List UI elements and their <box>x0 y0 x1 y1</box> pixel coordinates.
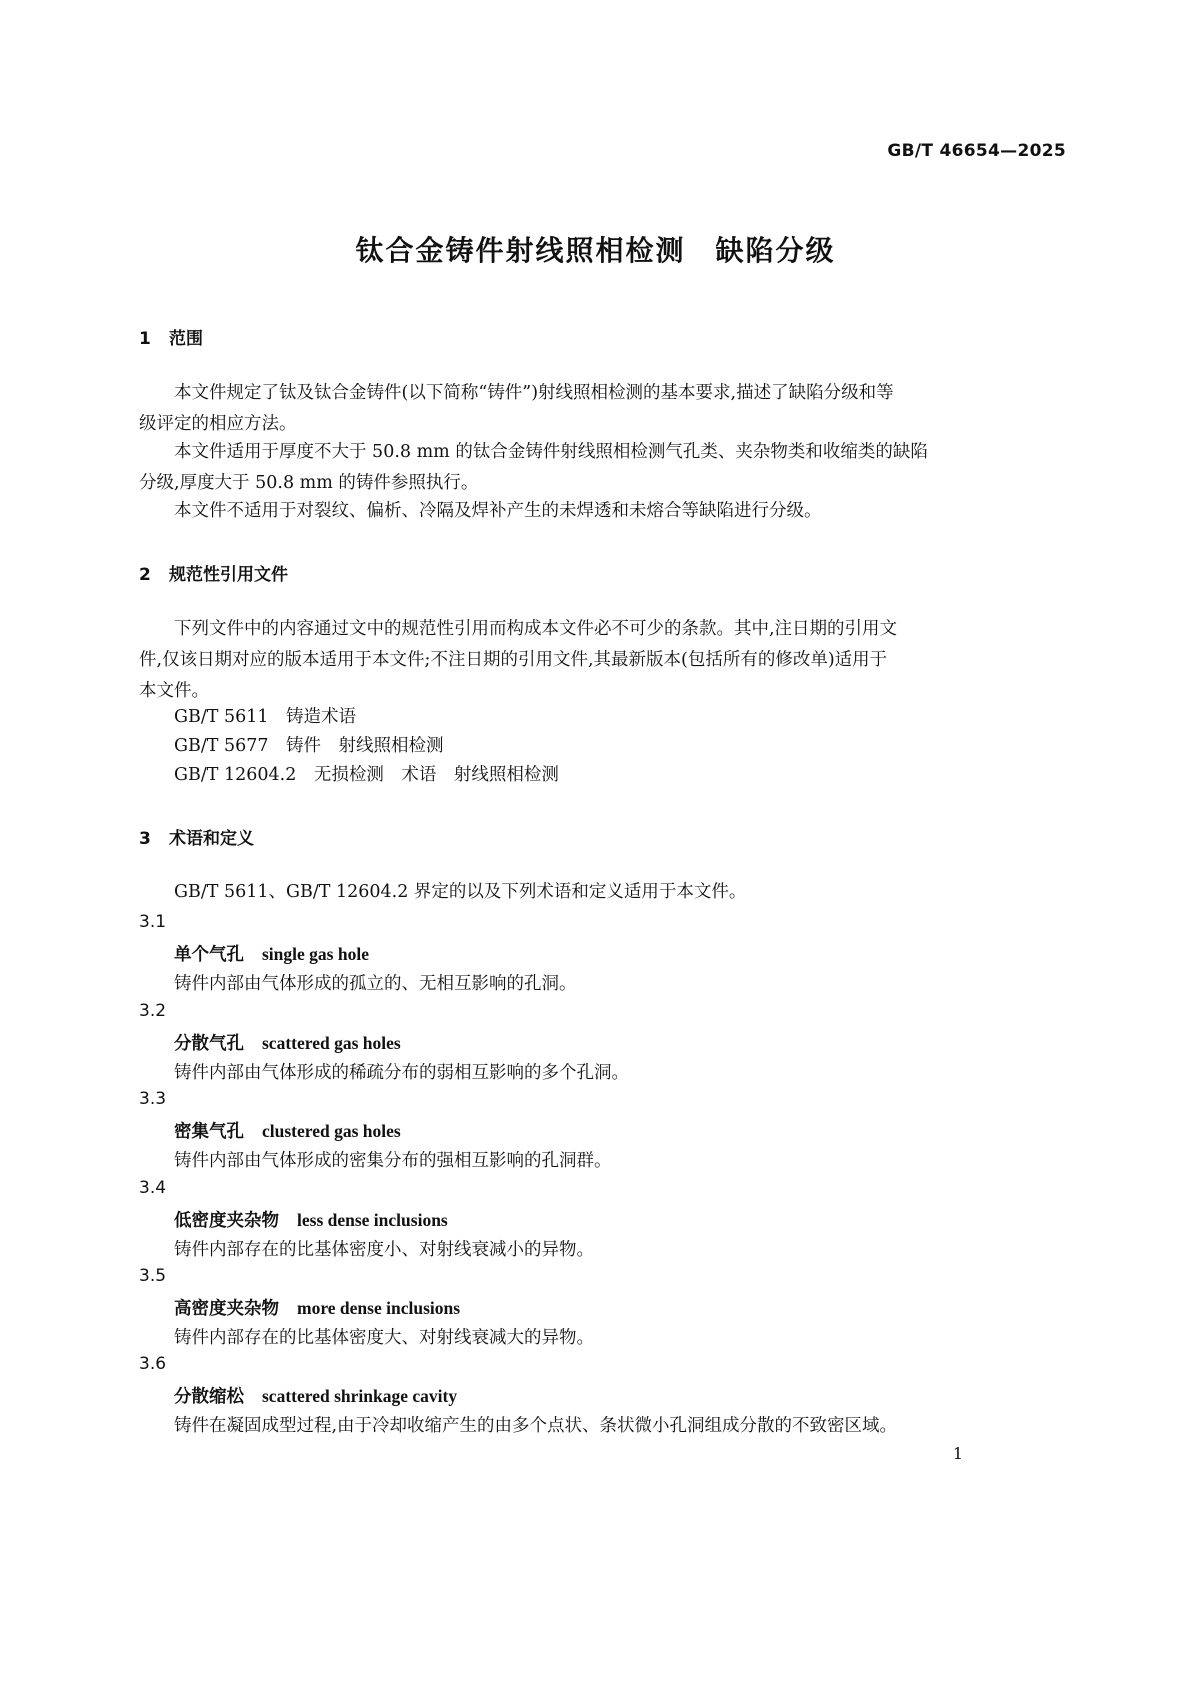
reference-item: GB/T 5611 铸造术语 <box>174 707 357 727</box>
term-en: clustered gas holes <box>262 1121 401 1141</box>
reference-item: GB/T 5677 铸件 射线照相检测 <box>174 736 444 756</box>
section-title: 范围 <box>169 329 203 349</box>
reference-item: GB/T 12604.2 无损检测 术语 射线照相检测 <box>174 765 559 785</box>
term-entry <box>174 1030 401 1055</box>
term-definition: 铸件内部由气体形成的稀疏分布的弱相互影响的多个孔洞。 <box>174 1063 629 1083</box>
term-number: 3.2 <box>139 1001 167 1021</box>
term-number: 3.5 <box>139 1266 167 1286</box>
term-definition: 铸件内部由气体形成的密集分布的强相互影响的孔洞群。 <box>174 1151 612 1171</box>
document-title: 钛合金铸件射线照相检测 缺陷分级 <box>355 234 836 267</box>
term-en: scattered gas holes <box>262 1033 401 1053</box>
term-entry <box>174 1295 460 1320</box>
term-entry <box>174 1207 448 1232</box>
term-number: 3.6 <box>139 1354 167 1374</box>
section-number: 3 <box>139 829 151 849</box>
term-definition: 铸件内部由气体形成的孤立的、无相互影响的孔洞。 <box>174 974 577 994</box>
term-entry <box>174 1383 457 1408</box>
paragraph <box>139 378 1055 440</box>
standard-code: GB/T 46654—2025 <box>887 141 1066 161</box>
paragraph-line: 本文件规定了钛及钛合金铸件(以下简称“铸件”)射线照相检测的基本要求,描述了缺陷分级和等 <box>174 383 894 403</box>
term-entry <box>174 1118 401 1143</box>
paragraph-line: 下列文件中的内容通过文中的规范性引用而构成本文件必不可少的条款。其中,注日期的引用文 <box>174 619 898 639</box>
paragraph-line: GB/T 5611、GB/T 12604.2 界定的以及下列术语和定义适用于本文件。 <box>174 882 747 902</box>
term-zh: 高密度夹杂物 <box>174 1299 279 1319</box>
section-heading-terms <box>139 824 254 849</box>
term-zh: 分散气孔 <box>174 1034 244 1054</box>
section-heading-normative-references <box>139 560 288 585</box>
term-zh: 单个气孔 <box>174 945 244 965</box>
section-heading-scope <box>139 324 203 349</box>
term-definition: 铸件内部存在的比基体密度小、对射线衰减小的异物。 <box>174 1240 594 1260</box>
section-title: 规范性引用文件 <box>169 565 288 585</box>
term-number: 3.1 <box>139 912 167 932</box>
term-number: 3.4 <box>139 1178 167 1198</box>
term-entry <box>174 941 369 966</box>
term-en: scattered shrinkage cavity <box>262 1386 458 1406</box>
term-zh: 密集气孔 <box>174 1122 244 1142</box>
paragraph-line: 本文件不适用于对裂纹、偏析、冷隔及焊补产生的未焊透和未熔合等缺陷进行分级。 <box>174 501 822 521</box>
term-en: less dense inclusions <box>297 1210 448 1230</box>
paragraph-line: 件,仅该日期对应的版本适用于本文件;不注日期的引用文件,其最新版本(包括所有的修改单)适用于 <box>139 650 888 670</box>
term-definition: 铸件内部存在的比基体密度大、对射线衰减大的异物。 <box>174 1328 594 1348</box>
paragraph <box>139 614 1055 707</box>
term-definition: 铸件在凝固成型过程,由于冷却收缩产生的由多个点状、条状微小孔洞组成分散的不致密区域。 <box>174 1416 898 1436</box>
paragraph-line: 本文件适用于厚度不大于 50.8 mm 的钛合金铸件射线照相检测气孔类、夹杂物类和收缩类的缺陷 <box>174 442 928 462</box>
term-en: more dense inclusions <box>297 1298 461 1318</box>
paragraph <box>139 877 1055 908</box>
term-number: 3.3 <box>139 1089 167 1109</box>
paragraph-line: 分级,厚度大于 50.8 mm 的铸件参照执行。 <box>139 473 479 493</box>
term-zh: 分散缩松 <box>174 1387 244 1407</box>
page-number: 1 <box>952 1444 963 1463</box>
section-number: 2 <box>139 565 151 585</box>
paragraph <box>139 496 1055 527</box>
paragraph <box>139 437 1055 499</box>
term-zh: 低密度夹杂物 <box>174 1211 279 1231</box>
section-number: 1 <box>139 329 151 349</box>
paragraph-line: 本文件。 <box>139 681 209 701</box>
section-title: 术语和定义 <box>169 829 254 849</box>
paragraph-line: 级评定的相应方法。 <box>139 414 297 434</box>
term-en: single gas hole <box>262 944 369 964</box>
